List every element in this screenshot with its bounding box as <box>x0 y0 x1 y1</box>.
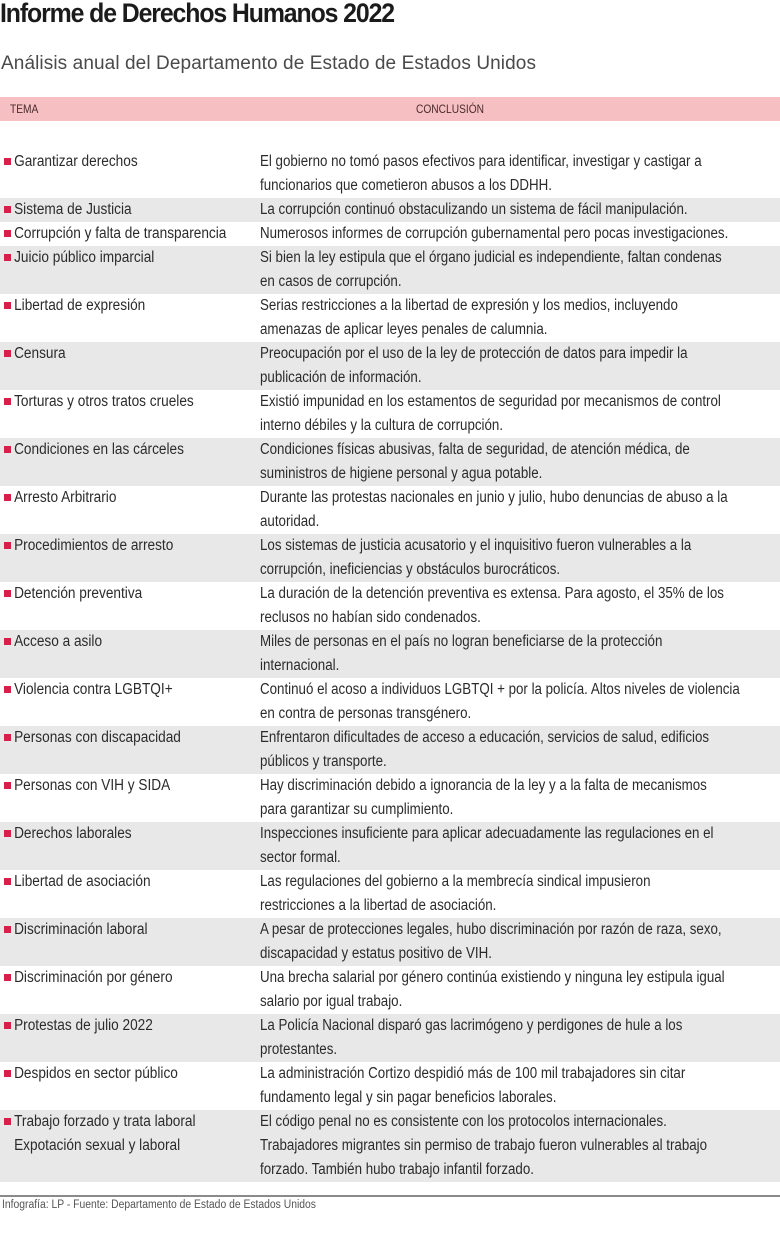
table-row <box>0 726 780 774</box>
tema-label: Derechos laborales <box>14 825 132 842</box>
tema-cell <box>0 630 260 654</box>
findings-table <box>0 150 780 1182</box>
tema-cell <box>0 342 260 366</box>
tema-cell <box>0 966 260 990</box>
tema-label: Personas con VIH y SIDA <box>14 777 171 794</box>
conclusion-cell <box>260 678 780 726</box>
conclusion-text: Enfrentaron dificultades de acceso a educación, servicios de salud, edificios <box>260 729 710 746</box>
conclusion-text: Durante las protestas nacionales en junio y julio, hubo denuncias de abuso a la <box>260 489 728 506</box>
conclusion-cell <box>260 150 780 198</box>
tema-cell <box>0 534 260 558</box>
table-header <box>0 97 780 121</box>
tema-label: Torturas y otros tratos crueles <box>14 393 194 410</box>
conclusion-cell <box>260 918 780 966</box>
conclusion-cell <box>260 582 780 630</box>
tema-label: Censura <box>14 345 66 362</box>
conclusion-text: La corrupción continuó obstaculizando un sistema de fácil manipulación. <box>260 201 688 218</box>
tema-label: Condiciones en las cárceles <box>14 441 184 458</box>
tema-label: Arresto Arbitrario <box>14 489 117 506</box>
table-row <box>0 678 780 726</box>
tema-label: Detención preventiva <box>14 585 143 602</box>
tema-label: Violencia contra LGBTQI+ <box>14 681 173 698</box>
table-row <box>0 1014 780 1062</box>
conclusion-cell <box>260 1014 780 1062</box>
conclusion-text: fundamento legal y sin pagar beneficios laborales. <box>260 1089 557 1106</box>
table-row <box>0 390 780 438</box>
tema-cell <box>0 150 260 174</box>
conclusion-cell <box>260 222 780 246</box>
conclusion-cell <box>260 246 780 294</box>
conclusion-text: Una brecha salarial por género continúa existiendo y ninguna ley estipula igual <box>260 969 725 986</box>
tema-cell <box>0 918 260 942</box>
conclusion-text: para garantizar su cumplimiento. <box>260 801 454 818</box>
conclusion-text: Existió impunidad en los estamentos de seguridad por mecanismos de control <box>260 393 721 410</box>
conclusion-cell <box>260 630 780 678</box>
conclusion-cell <box>260 870 780 918</box>
conclusion-cell <box>260 438 780 486</box>
conclusion-text: reclusos no habían sido condenados. <box>260 609 481 626</box>
tema-cell <box>0 1014 260 1038</box>
conclusion-cell <box>260 534 780 582</box>
conclusion-text: sector formal. <box>260 849 341 866</box>
tema-cell <box>0 870 260 894</box>
tema-cell <box>0 1110 260 1158</box>
table-row <box>0 438 780 486</box>
tema-cell <box>0 438 260 462</box>
column-header-tema: TEMA <box>10 102 39 116</box>
tema-label: Libertad de expresión <box>14 297 146 314</box>
conclusion-cell <box>260 774 780 822</box>
conclusion-text: A pesar de protecciones legales, hubo discriminación por razón de raza, sexo, <box>260 921 722 938</box>
tema-cell <box>0 774 260 798</box>
tema-cell <box>0 222 260 246</box>
conclusion-text: discapacidad y estatus positivo de VIH. <box>260 945 492 962</box>
tema-label: Juicio público imparcial <box>14 249 155 266</box>
conclusion-text: corrupción, ineficiencias y obstáculos burocráticos. <box>260 561 561 578</box>
table-row <box>0 1110 780 1182</box>
conclusion-text: Miles de personas en el país no logran beneficiarse de la protección <box>260 633 663 650</box>
conclusion-text: Continuó el acoso a individuos LGBTQI + por la policía. Altos niveles de violencia <box>260 681 740 698</box>
column-header-conclusion: CONCLUSIÓN <box>416 102 485 116</box>
conclusion-text: en casos de corrupción. <box>260 273 402 290</box>
page-subtitle: Análisis anual del Departamento de Estado de Estados Unidos <box>1 53 537 74</box>
conclusion-text: protestantes. <box>260 1041 338 1058</box>
footer-credit: Infografía: LP - Fuente: Departamento de Estado de Estados Unidos <box>2 1199 316 1211</box>
table-row <box>0 342 780 390</box>
conclusion-text: salario por igual trabajo. <box>260 993 403 1010</box>
tema-cell <box>0 726 260 750</box>
conclusion-cell <box>260 966 780 1014</box>
conclusion-text: Numerosos informes de corrupción gubernamental pero pocas investigaciones. <box>260 225 729 242</box>
conclusion-text: Los sistemas de justicia acusatorio y el inquisitivo fueron vulnerables a la <box>260 537 692 554</box>
tema-label: Trabajo forzado y trata laboral <box>14 1113 196 1130</box>
table-row <box>0 1062 780 1110</box>
tema-label: Discriminación por género <box>14 969 173 986</box>
tema-label: Despidos en sector público <box>14 1065 178 1082</box>
conclusion-text: Las regulaciones del gobierno a la membrecía sindical impusieron <box>260 873 651 890</box>
table-row <box>0 222 780 246</box>
table-row <box>0 774 780 822</box>
conclusion-text: autoridad. <box>260 513 320 530</box>
table-row <box>0 870 780 918</box>
conclusion-cell <box>260 294 780 342</box>
conclusion-cell <box>260 726 780 774</box>
tema-cell <box>0 390 260 414</box>
tema-label: Sistema de Justicia <box>14 201 132 218</box>
conclusion-text: suministros de higiene personal y agua potable. <box>260 465 543 482</box>
footer-divider <box>0 1195 780 1197</box>
conclusion-text: amenazas de aplicar leyes penales de calumnia. <box>260 321 548 338</box>
conclusion-text: internacional. <box>260 657 340 674</box>
tema-label: Acceso a asilo <box>14 633 103 650</box>
table-row <box>0 918 780 966</box>
conclusion-cell <box>260 342 780 390</box>
tema-cell <box>0 246 260 270</box>
page-title: Informe de Derechos Humanos 2022 <box>0 0 395 28</box>
tema-label: Libertad de asociación <box>14 873 151 890</box>
table-row <box>0 294 780 342</box>
table-row <box>0 246 780 294</box>
conclusion-cell <box>260 1110 780 1182</box>
tema-label: Discriminación laboral <box>14 921 148 938</box>
table-row <box>0 198 780 222</box>
conclusion-cell <box>260 822 780 870</box>
tema-label: Garantizar derechos <box>14 153 138 170</box>
tema-label: Corrupción y falta de transparencia <box>14 225 227 242</box>
conclusion-text: El gobierno no tomó pasos efectivos para identificar, investigar y castigar a <box>260 153 702 170</box>
table-row <box>0 822 780 870</box>
conclusion-text: Hay discriminación debido a ignorancia de la ley y a la falta de mecanismos <box>260 777 707 794</box>
conclusion-text: Si bien la ley estipula que el órgano judicial es independiente, faltan condenas <box>260 249 722 266</box>
conclusion-text: Trabajadores migrantes sin permiso de trabajo fueron vulnerables al trabajo <box>260 1137 708 1154</box>
table-row <box>0 486 780 534</box>
conclusion-text: Preocupación por el uso de la ley de protección de datos para impedir la <box>260 345 688 362</box>
conclusion-cell <box>260 1062 780 1110</box>
table-row <box>0 582 780 630</box>
tema-label: Personas con discapacidad <box>14 729 181 746</box>
conclusion-cell <box>260 198 780 222</box>
table-row <box>0 534 780 582</box>
conclusion-text: Inspecciones insuficiente para aplicar adecuadamente las regulaciones en el <box>260 825 714 842</box>
conclusion-text: forzado. También hubo trabajo infantil forzado. <box>260 1161 534 1178</box>
table-row <box>0 150 780 198</box>
conclusion-text: restricciones a la libertad de asociación. <box>260 897 497 914</box>
conclusion-text: La Policía Nacional disparó gas lacrimógeno y perdigones de hule a los <box>260 1017 683 1034</box>
conclusion-text: Serias restricciones a la libertad de expresión y los medios, incluyendo <box>260 297 678 314</box>
conclusion-text: El código penal no es consistente con los protocolos internacionales. <box>260 1113 667 1130</box>
conclusion-text: Condiciones físicas abusivas, falta de seguridad, de atención médica, de <box>260 441 690 458</box>
conclusion-text: públicos y transporte. <box>260 753 387 770</box>
conclusion-text: publicación de información. <box>260 369 422 386</box>
tema-cell <box>0 582 260 606</box>
tema-cell <box>0 486 260 510</box>
tema-cell <box>0 198 260 222</box>
conclusion-text: interno débiles y la cultura de corrupción. <box>260 417 504 434</box>
tema-cell <box>0 1062 260 1086</box>
conclusion-text: en contra de personas transgénero. <box>260 705 472 722</box>
conclusion-cell <box>260 390 780 438</box>
table-row <box>0 630 780 678</box>
tema-label: Expotación sexual y laboral <box>14 1137 181 1154</box>
conclusion-text: La administración Cortizo despidió más de 100 mil trabajadores sin citar <box>260 1065 686 1082</box>
conclusion-cell <box>260 486 780 534</box>
conclusion-text: funcionarios que cometieron abusos a los DDHH. <box>260 177 552 194</box>
tema-label: Procedimientos de arresto <box>14 537 174 554</box>
tema-cell <box>0 294 260 318</box>
tema-label: Protestas de julio 2022 <box>14 1017 153 1034</box>
table-row <box>0 966 780 1014</box>
conclusion-text: La duración de la detención preventiva es extensa. Para agosto, el 35% de los <box>260 585 724 602</box>
tema-cell <box>0 678 260 702</box>
tema-cell <box>0 822 260 846</box>
